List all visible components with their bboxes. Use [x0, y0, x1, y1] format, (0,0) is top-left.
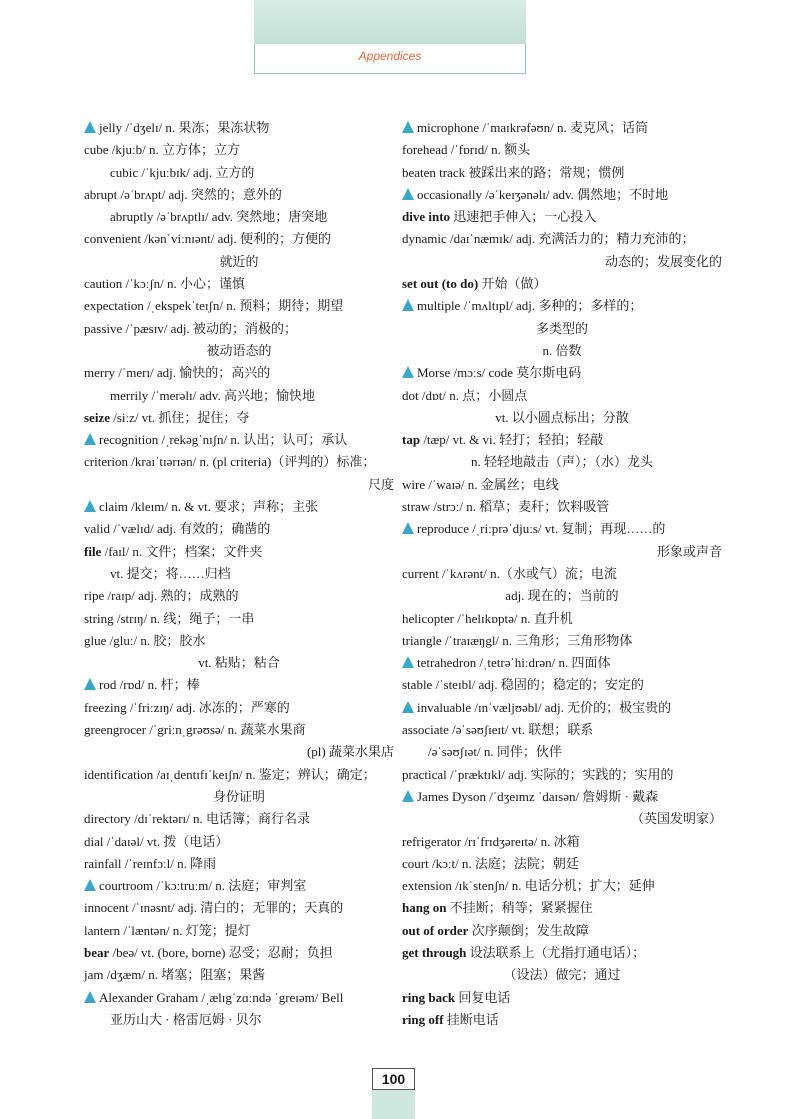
- vocab-entry: [84, 541, 394, 563]
- vocab-entry: [402, 385, 722, 407]
- vocab-entry-text: practical /ˈpræktɪkl/ adj. 实际的；实践的；实用的: [402, 766, 674, 782]
- vocab-entry: [84, 451, 394, 473]
- vocab-entry: [84, 808, 394, 830]
- triangle-marker-icon: [402, 522, 414, 534]
- vocab-entry: [402, 987, 722, 1009]
- vocab-entry: [402, 831, 722, 853]
- vocab-entry: [402, 764, 722, 786]
- vocab-entry-text: jelly /ˈdʒelɪ/ n. 果冻；果冻状物: [99, 120, 270, 135]
- vocab-entry: [84, 273, 394, 295]
- vocab-entry: [402, 318, 722, 340]
- vocab-entry: [84, 920, 394, 942]
- vocab-entry-text: abruptly /əˈbrʌptlɪ/ adv. 突然地；唐突地: [110, 209, 328, 225]
- vocab-entry: [84, 964, 394, 986]
- vocab-entry: [402, 117, 722, 139]
- section-label: Appendices: [358, 49, 422, 63]
- vocab-entry-text: rod /rɒd/ n. 杆；棒: [99, 677, 200, 693]
- vocab-entry-text: vt. 粘贴；粘合: [198, 655, 280, 671]
- vocab-entry-text: merrily /ˈmerəlɪ/ adv. 高兴地；愉快地: [110, 387, 315, 403]
- vocab-entry-text: abrupt /əˈbrʌpt/ adj. 突然的；意外的: [84, 186, 282, 202]
- vocab-entry-text: Morse /mɔːs/ code 莫尔斯电码: [417, 365, 582, 381]
- vocab-entry: [402, 719, 722, 741]
- vocab-entry: [402, 942, 722, 964]
- vocab-entry-text: tetrahedron /ˌtetrəˈhiːdrən/ n. 四面体: [417, 655, 611, 671]
- triangle-marker-icon: [84, 433, 96, 445]
- triangle-marker-icon: [402, 701, 414, 713]
- vocab-entry-text: ripe /raɪp/ adj. 熟的；成熟的: [84, 588, 239, 604]
- vocab-entry: [402, 585, 722, 607]
- vocab-entry: [402, 474, 722, 496]
- vocab-entry: [84, 184, 394, 206]
- vocab-entry-text: seize /siːz/ vt. 抓住；捉住；夺: [84, 409, 250, 425]
- vocab-entry-text: （英国发明家）: [630, 811, 722, 827]
- vocab-entry: [402, 697, 722, 719]
- vocab-entry: [84, 1009, 394, 1031]
- vocab-entry-text: claim /kleɪm/ n. & vt. 要求；声称；主张: [99, 499, 319, 515]
- vocab-entry-text: vt. 以小圆点标出；分散: [495, 409, 629, 425]
- vocab-entry: [84, 853, 394, 875]
- vocab-entry: [402, 897, 722, 919]
- vocab-entry: [84, 741, 394, 763]
- vocab-entry-text: refrigerator /rɪˈfrɪdʒəreɪtə/ n. 冰箱: [402, 833, 580, 849]
- triangle-marker-icon: [84, 500, 96, 512]
- vocab-entry: [402, 295, 722, 317]
- vocab-entry-text: Alexander Graham /ˌælɪgˈzɑːndə ˈgreɪəm/ Bell: [99, 989, 344, 1005]
- triangle-marker-icon: [402, 299, 414, 311]
- vocab-entry: [84, 228, 394, 250]
- vocab-entry: [84, 563, 394, 585]
- vocab-entry-text: adj. 现在的；当前的: [505, 588, 619, 604]
- vocab-entry: [84, 139, 394, 161]
- vocab-entry-text: /əˈsəʊʃɪət/ n. 同伴；伙伴: [428, 744, 562, 760]
- vocab-entry-text: multiple /ˈmʌltɪpl/ adj. 多种的；多样的；: [417, 298, 643, 314]
- vocab-entry: [402, 429, 722, 451]
- vocab-entry-text: forehead /ˈfɒrɪd/ n. 额头: [402, 142, 531, 158]
- vocab-entry: [402, 362, 722, 384]
- vocab-entry-text: James Dyson /ˈdʒeɪmz ˈdaɪsən/ 詹姆斯 · 戴森: [417, 788, 659, 804]
- vocab-entry-text: stable /ˈsteɪbl/ adj. 稳固的；稳定的；安定的: [402, 677, 644, 693]
- vocab-entry-text: occasionally /əˈkeɪʒənəlɪ/ adv. 偶然地；不时地: [417, 186, 669, 202]
- vocab-entry: [84, 585, 394, 607]
- vocab-entry: [402, 674, 722, 696]
- vocab-entry: [402, 407, 722, 429]
- vocab-entry: [402, 162, 722, 184]
- vocab-entry-text: dial /ˈdaɪəl/ vt. 拨（电话）: [84, 833, 229, 849]
- header-band: [254, 0, 526, 44]
- vocab-entry-text: dive into 迅速把手伸入；一心投入: [402, 209, 597, 225]
- vocab-entry: [402, 1009, 722, 1031]
- vocab-entry: [402, 228, 722, 250]
- vocab-entry-text: directory /dɪˈrektərɪ/ n. 电话簿；商行名录: [84, 811, 311, 827]
- vocab-entry: [84, 385, 394, 407]
- vocab-entry: [84, 630, 394, 652]
- vocab-entry-text: 尺度: [367, 476, 394, 492]
- vocab-entry: [402, 853, 722, 875]
- vocab-entry-text: courtroom /ˈkɔːtruːm/ n. 法庭；审判室: [99, 878, 307, 894]
- vocab-entry: [402, 741, 722, 763]
- vocab-entry: [402, 518, 722, 540]
- vocab-entry-text: ring off 挂断电话: [402, 1011, 499, 1027]
- page-number: 100: [372, 1068, 415, 1090]
- vocab-entry-text: greengrocer /ˈgriːnˌgrəʊsə/ n. 蔬菜水果商: [84, 722, 306, 738]
- triangle-marker-icon: [402, 188, 414, 200]
- vocab-entry-text: tap /tæp/ vt. & vi. 轻打；轻拍；轻敲: [402, 432, 604, 448]
- left-column: [84, 117, 394, 1031]
- vocab-entry-text: 身份证明: [212, 788, 265, 804]
- vocab-entry-text: recognition /ˌrekəgˈnɪʃn/ n. 认出；认可；承认: [99, 432, 348, 448]
- triangle-marker-icon: [84, 991, 96, 1003]
- vocab-entry: [84, 318, 394, 340]
- vocab-entry-text: reproduce /ˌriːprəˈdjuːs/ vt. 复制；再现……的: [417, 521, 666, 537]
- vocab-entry: [84, 251, 394, 273]
- vocab-entry-text: identification /aɪˌdentɪfɪˈkeɪʃn/ n. 鉴定；辨认；确定；: [84, 766, 376, 782]
- triangle-marker-icon: [402, 121, 414, 133]
- vocab-entry: [402, 652, 722, 674]
- vocab-entry-text: expectation /ˌekspekˈteɪʃn/ n. 预料；期待；期望: [84, 298, 344, 314]
- vocab-entry: [402, 340, 722, 362]
- vocab-entry-text: convenient /kənˈviːnɪənt/ adj. 便利的；方便的: [84, 231, 331, 247]
- vocab-entry-text: n. 倍数: [542, 342, 582, 358]
- vocab-entry-text: 亚历山大 · 格雷厄姆 · 贝尔: [110, 1011, 262, 1027]
- vocab-entry-text: n. 轻轻地敲击（声）；（水）龙头: [470, 454, 653, 470]
- vocab-entry: [402, 964, 722, 986]
- vocab-entry-text: lantern /ˈlæntən/ n. 灯笼；提灯: [84, 922, 251, 938]
- vocab-entry: [402, 496, 722, 518]
- vocab-entry: [402, 875, 722, 897]
- vocab-entry-text: （设法）做完；通过: [503, 967, 621, 983]
- vocab-entry: [84, 474, 394, 496]
- triangle-marker-icon: [402, 790, 414, 802]
- vocab-entry-text: associate /əˈsəʊʃɪeɪt/ vt. 联想；联系: [402, 722, 594, 738]
- vocab-entry-text: criterion /kraɪˈtɪərɪən/ n. (pl criteria)（评判的）标准；: [84, 454, 376, 470]
- vocab-entry: [402, 541, 722, 563]
- vocab-entry: [84, 340, 394, 362]
- vocab-entry: [84, 764, 394, 786]
- vocab-entry: [84, 875, 394, 897]
- vocab-entry: [84, 831, 394, 853]
- vocab-entry-text: (pl) 蔬菜水果店: [306, 744, 394, 760]
- vocab-entry: [402, 451, 722, 473]
- vocab-entry: [402, 808, 722, 830]
- vocab-entry-text: set out (to do) 开始（做）: [402, 276, 547, 292]
- vocab-entry-text: caution /ˈkɔːʃn/ n. 小心；谨慎: [84, 276, 246, 292]
- vocab-entry-text: triangle /ˈtraɪæŋgl/ n. 三角形；三角形物体: [402, 632, 633, 648]
- vocab-entry: [402, 608, 722, 630]
- vocab-entry: [84, 719, 394, 741]
- vocab-entry-text: court /kɔːt/ n. 法庭；法院；朝廷: [402, 855, 579, 871]
- vocab-entry-text: straw /strɔː/ n. 稻草；麦秆；饮料吸管: [402, 499, 610, 515]
- vocab-entry: [84, 897, 394, 919]
- vocab-entry-text: 就近的: [219, 253, 259, 269]
- vocab-entry-text: file /faɪl/ n. 文件；档案；文件夹: [84, 543, 263, 559]
- vocab-entry: [84, 407, 394, 429]
- vocab-entry: [84, 429, 394, 451]
- vocab-entry: [402, 630, 722, 652]
- vocab-entry-text: jam /dʒæm/ n. 堵塞；阻塞；果酱: [84, 967, 266, 983]
- vocab-entry: [402, 184, 722, 206]
- vocab-entry-text: passive /ˈpæsɪv/ adj. 被动的；消极的；: [84, 320, 298, 336]
- vocab-entry-text: ring back 回复电话: [402, 989, 511, 1005]
- vocab-entry-text: 动态的；发展变化的: [604, 253, 722, 269]
- vocab-entry-text: cubic /ˈkjuːbɪk/ adj. 立方的: [110, 164, 255, 180]
- vocab-entry: [402, 251, 722, 273]
- vocab-entry-text: invaluable /ɪnˈvæljʊəbl/ adj. 无价的；极宝贵的: [417, 699, 672, 715]
- vocab-entry-text: string /strɪŋ/ n. 线；绳子；一串: [84, 610, 255, 626]
- vocab-entry-text: valid /ˈvælɪd/ adj. 有效的；确凿的: [84, 521, 271, 537]
- vocab-entry-text: get through 设法联系上（尤指打通电话）；: [402, 944, 646, 960]
- vocab-entry-text: extension /ɪkˈstenʃn/ n. 电话分机；扩大；延伸: [402, 878, 655, 894]
- vocab-entry: [402, 920, 722, 942]
- vocab-entry-text: vt. 提交；将……归档: [110, 565, 231, 581]
- vocab-entry-text: helicopter /ˈhelɪkɒptə/ n. 直升机: [402, 610, 573, 626]
- vocab-entry: [84, 362, 394, 384]
- vocab-entry-text: out of order 次序颠倒；发生故障: [402, 922, 589, 938]
- vocab-entry-text: 形象或声音: [656, 543, 722, 559]
- triangle-marker-icon: [402, 656, 414, 668]
- vocab-entry-text: 被动语态的: [206, 342, 272, 358]
- vocab-entry-text: rainfall /ˈreɪnfɔːl/ n. 降雨: [84, 855, 217, 871]
- vocab-entry-text: cube /kjuːb/ n. 立方体；立方: [84, 142, 240, 158]
- vocab-entry: [84, 518, 394, 540]
- vocab-entry: [84, 496, 394, 518]
- vocab-entry-text: 多类型的: [535, 320, 588, 336]
- right-column: [402, 117, 722, 1031]
- vocab-entry: [402, 273, 722, 295]
- vocab-entry-text: innocent /ˈɪnəsnt/ adj. 清白的；无罪的；天真的: [84, 900, 344, 916]
- vocab-entry-text: bear /beə/ vt. (bore, borne) 忍受；忍耐；负担: [84, 944, 333, 960]
- vocab-entry-text: current /ˈkʌrənt/ n.（水或气）流；电流: [402, 565, 617, 581]
- vocab-entry-text: microphone /ˈmaɪkrəfəʊn/ n. 麦克风；话筒: [417, 120, 648, 135]
- triangle-marker-icon: [84, 879, 96, 891]
- vocab-entry: [402, 786, 722, 808]
- vocab-entry: [84, 674, 394, 696]
- vocab-entry-text: glue /gluː/ n. 胶；胶水: [84, 632, 206, 648]
- vocab-entry-text: beaten track 被踩出来的路；常规；惯例: [402, 164, 625, 180]
- triangle-marker-icon: [84, 121, 96, 133]
- vocab-entry-text: wire /ˈwaɪə/ n. 金属丝；电线: [402, 476, 559, 492]
- vocab-entry-text: hang on 不挂断；稍等；紧紧握住: [402, 900, 593, 916]
- vocab-entry: [84, 295, 394, 317]
- vocab-entry: [402, 206, 722, 228]
- vocab-entry: [84, 162, 394, 184]
- vocab-entry-text: freezing /ˈfriːzɪŋ/ adj. 冰冻的；严寒的: [84, 699, 290, 715]
- vocab-entry: [84, 697, 394, 719]
- vocab-entry: [84, 786, 394, 808]
- vocab-entry-text: dynamic /daɪˈnæmɪk/ adj. 充满活力的；精力充沛的；: [402, 231, 695, 247]
- triangle-marker-icon: [402, 366, 414, 378]
- vocab-entry: [84, 206, 394, 228]
- vocab-entry-text: merry /ˈmerɪ/ adj. 愉快的；高兴的: [84, 365, 271, 381]
- vocab-entry: [84, 608, 394, 630]
- vocab-entry: [84, 117, 394, 139]
- triangle-marker-icon: [84, 678, 96, 690]
- vocab-entry: [84, 987, 394, 1009]
- vocab-entry: [402, 563, 722, 585]
- vocab-entry: [84, 942, 394, 964]
- vocab-entry: [402, 139, 722, 161]
- vocab-entry-text: dot /dɒt/ n. 点；小圆点: [402, 387, 528, 403]
- vocab-entry: [84, 652, 394, 674]
